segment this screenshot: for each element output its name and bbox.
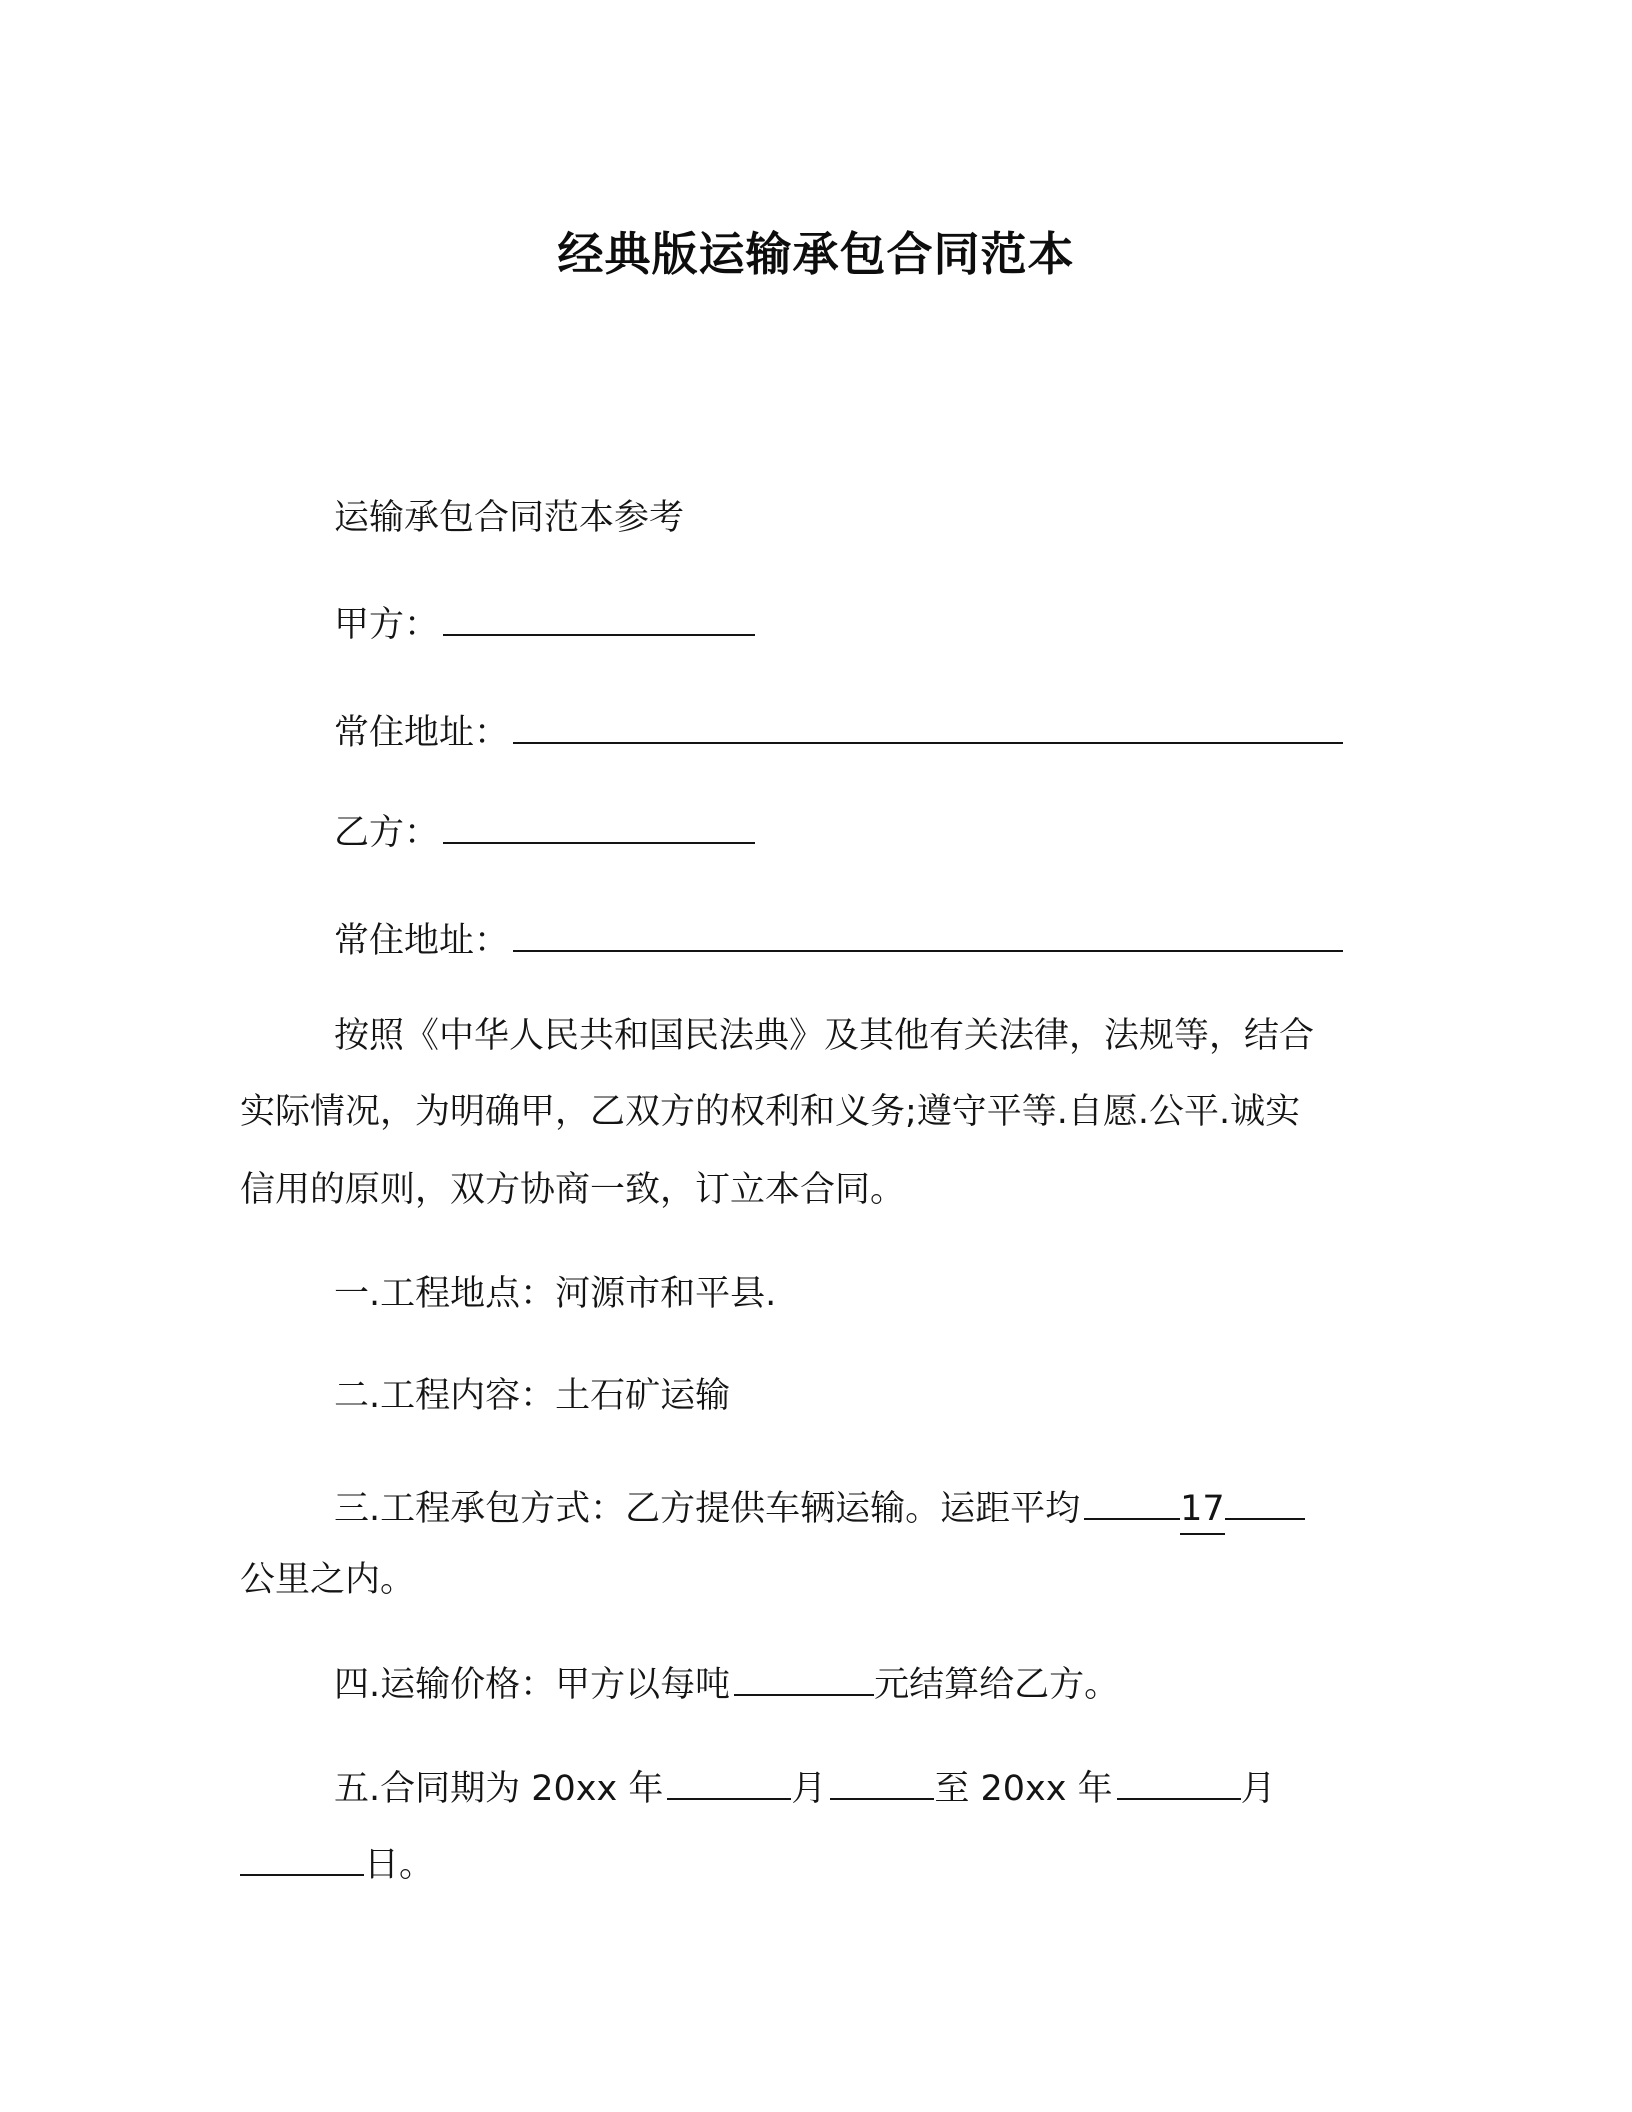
clause-1: 一.工程地点：河源市和平县. (334, 1274, 777, 1314)
party-b-blank (443, 806, 755, 844)
clause-3-suffix: 公里之内。 (240, 1560, 416, 1600)
preamble-line-1: 按照《中华人民共和国民法典》及其他有关法律，法规等，结合 (334, 1016, 1315, 1056)
party-b-address-label: 常住地址： (334, 921, 510, 961)
party-a-line (334, 598, 755, 649)
party-b-address-line (334, 914, 1343, 965)
party-a-address-line (334, 706, 1343, 757)
clause-5-month-2: 月 (1240, 1769, 1276, 1809)
clause-5-blank-3 (1117, 1762, 1241, 1800)
preamble-line-3: 信用的原则，双方协商一致，订立本合同。 (240, 1170, 906, 1210)
party-b-address-blank (513, 914, 1343, 952)
clause-3-blank-before (1084, 1482, 1180, 1520)
clause-5-line-1 (334, 1762, 1276, 1813)
party-b-label: 乙方： (334, 813, 440, 853)
document-title: 经典版运输承包合同范本 (557, 227, 1075, 281)
clause-3-line-1 (334, 1482, 1305, 1535)
clause-5-blank-1 (667, 1762, 791, 1800)
document-subtitle: 运输承包合同范本参考 (334, 498, 685, 538)
clause-5-line-2 (240, 1838, 434, 1889)
clause-5-month-1: 月 (791, 1769, 827, 1809)
party-a-label: 甲方： (334, 605, 440, 645)
clause-3-prefix: 三.工程承包方式：乙方提供车辆运输。运距平均 (334, 1489, 1081, 1529)
party-b-line (334, 806, 755, 857)
party-a-address-blank (513, 706, 1343, 744)
clause-5-day: 日。 (364, 1845, 435, 1885)
clause-5-blank-4 (240, 1838, 364, 1876)
clause-3-blank-after (1225, 1482, 1305, 1520)
clause-3-value: 17 (1180, 1485, 1225, 1535)
clause-4-prefix: 四.运输价格：甲方以每吨 (334, 1665, 731, 1705)
preamble-line-2: 实际情况，为明确甲，乙双方的权利和义务;遵守平等.自愿.公平.诚实 (240, 1092, 1301, 1132)
clause-5-blank-2 (830, 1762, 934, 1800)
clause-4-blank (734, 1658, 874, 1696)
party-a-blank (443, 598, 755, 636)
party-a-address-label: 常住地址： (334, 713, 510, 753)
clause-5-to: 至 20xx 年 (934, 1769, 1113, 1809)
clause-4-suffix: 元结算给乙方。 (874, 1665, 1120, 1705)
clause-2: 二.工程内容：土石矿运输 (334, 1376, 731, 1416)
clause-4 (334, 1658, 1119, 1709)
clause-5-prefix: 五.合同期为 20xx 年 (334, 1769, 664, 1809)
